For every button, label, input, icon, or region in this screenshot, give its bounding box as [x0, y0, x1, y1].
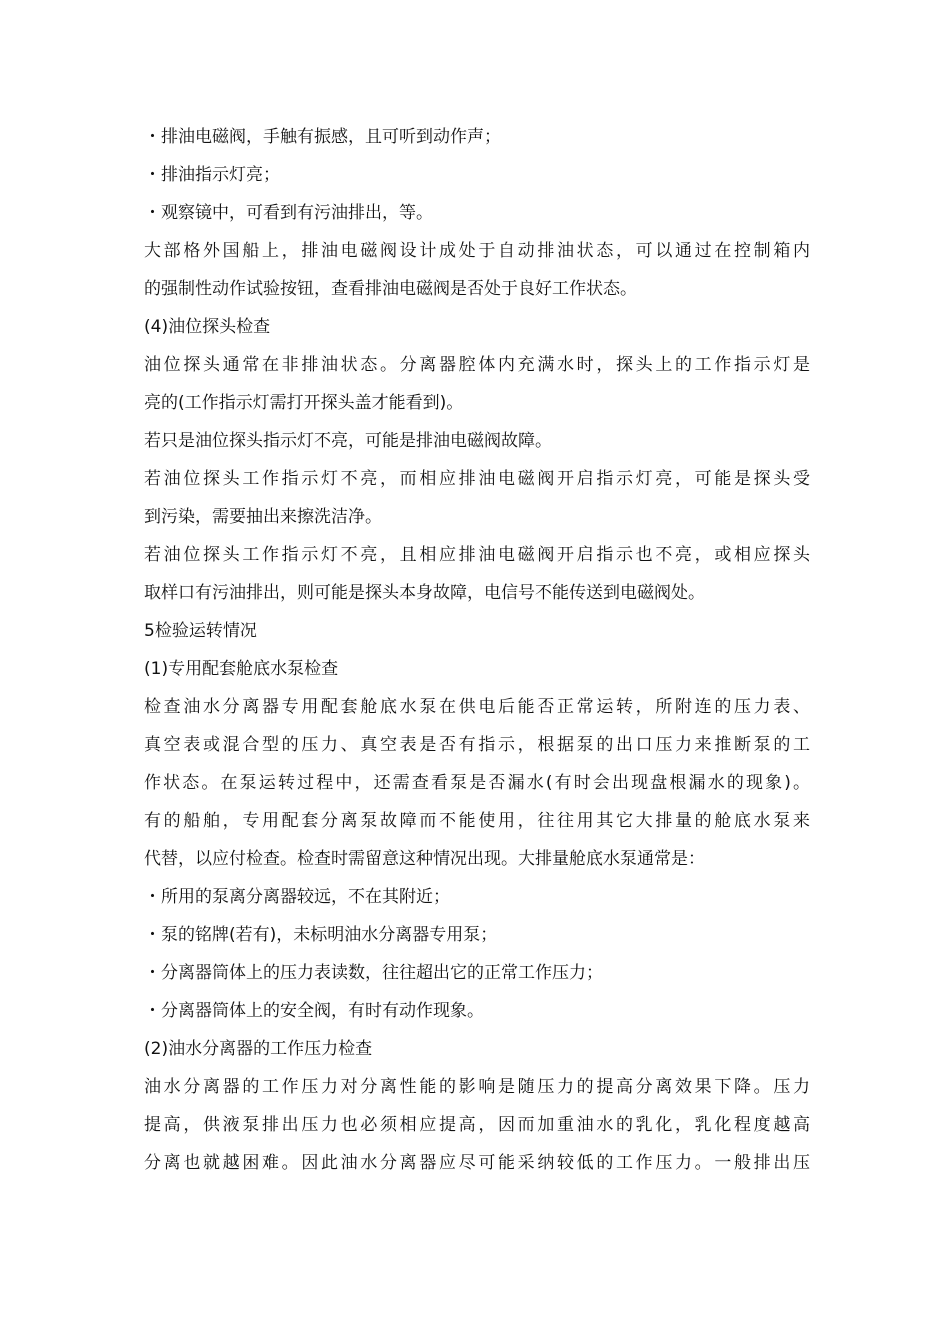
paragraph-line: 若油位探头工作指示灯不亮，而相应排油电磁阀开启指示灯亮，可能是探头受 — [144, 469, 810, 489]
document-body — [144, 118, 810, 1182]
bullet-line: ・排油电磁阀，手触有振感，且可听到动作声； — [144, 127, 501, 147]
paragraph-line: 提高，供液泵排出压力也必须相应提高，因而加重油水的乳化，乳化程度越高 — [144, 1115, 810, 1135]
paragraph-line: 作状态。在泵运转过程中，还需查看泵是否漏水(有时会出现盘根漏水的现象)。 — [144, 773, 810, 793]
bullet-line: ・排油指示灯亮； — [144, 165, 280, 185]
bullet-line: ・分离器筒体上的压力表读数，往往超出它的正常工作压力； — [144, 963, 603, 983]
paragraph-line: 检查油水分离器专用配套舱底水泵在供电后能否正常运转，所附连的压力表、 — [144, 697, 810, 717]
paragraph-line: 亮的(工作指示灯需打开探头盖才能看到)。 — [144, 393, 464, 413]
paragraph-line: 取样口有污油排出，则可能是探头本身故障，电信号不能传送到电磁阀处。 — [144, 583, 705, 603]
section-heading: (4)油位探头检查 — [144, 317, 271, 337]
paragraph-line: 真空表或混合型的压力、真空表是否有指示，根据泵的出口压力来推断泵的工 — [144, 735, 810, 755]
paragraph-line: 的强制性动作试验按钮，查看排油电磁阀是否处于良好工作状态。 — [144, 279, 637, 299]
paragraph-line: 大部格外国船上，排油电磁阀设计成处于自动排油状态，可以通过在控制箱内 — [144, 241, 810, 261]
section-heading: (1)专用配套舱底水泵检查 — [144, 659, 339, 679]
paragraph-line: 分离也就越困难。因此油水分离器应尽可能采纳较低的工作压力。一般排出压 — [144, 1153, 810, 1173]
bullet-line: ・所用的泵离分离器较远，不在其附近； — [144, 887, 450, 907]
paragraph-line: 代替，以应付检查。检查时需留意这种情况出现。大排量舱底水泵通常是： — [144, 849, 705, 869]
paragraph-line: 若油位探头工作指示灯不亮，且相应排油电磁阀开启指示也不亮，或相应探头 — [144, 545, 810, 565]
bullet-line: ・泵的铭牌(若有)，未标明油水分离器专用泵； — [144, 925, 498, 945]
paragraph-line: 油水分离器的工作压力对分离性能的影响是随压力的提高分离效果下降。压力 — [144, 1077, 810, 1097]
bullet-line: ・观察镜中，可看到有污油排出，等。 — [144, 203, 433, 223]
paragraph-line: 到污染，需要抽出来擦洗洁净。 — [144, 507, 382, 527]
paragraph-line: 若只是油位探头指示灯不亮，可能是排油电磁阀故障。 — [144, 431, 552, 451]
paragraph-line: 有的船舶，专用配套分离泵故障而不能使用，往往用其它大排量的舱底水泵来 — [144, 811, 810, 831]
section-heading: (2)油水分离器的工作压力检查 — [144, 1039, 373, 1059]
bullet-line: ・分离器筒体上的安全阀，有时有动作现象。 — [144, 1001, 484, 1021]
section-heading: 5检验运转情况 — [144, 621, 257, 641]
paragraph-line: 油位探头通常在非排油状态。分离器腔体内充满水时，探头上的工作指示灯是 — [144, 355, 810, 375]
